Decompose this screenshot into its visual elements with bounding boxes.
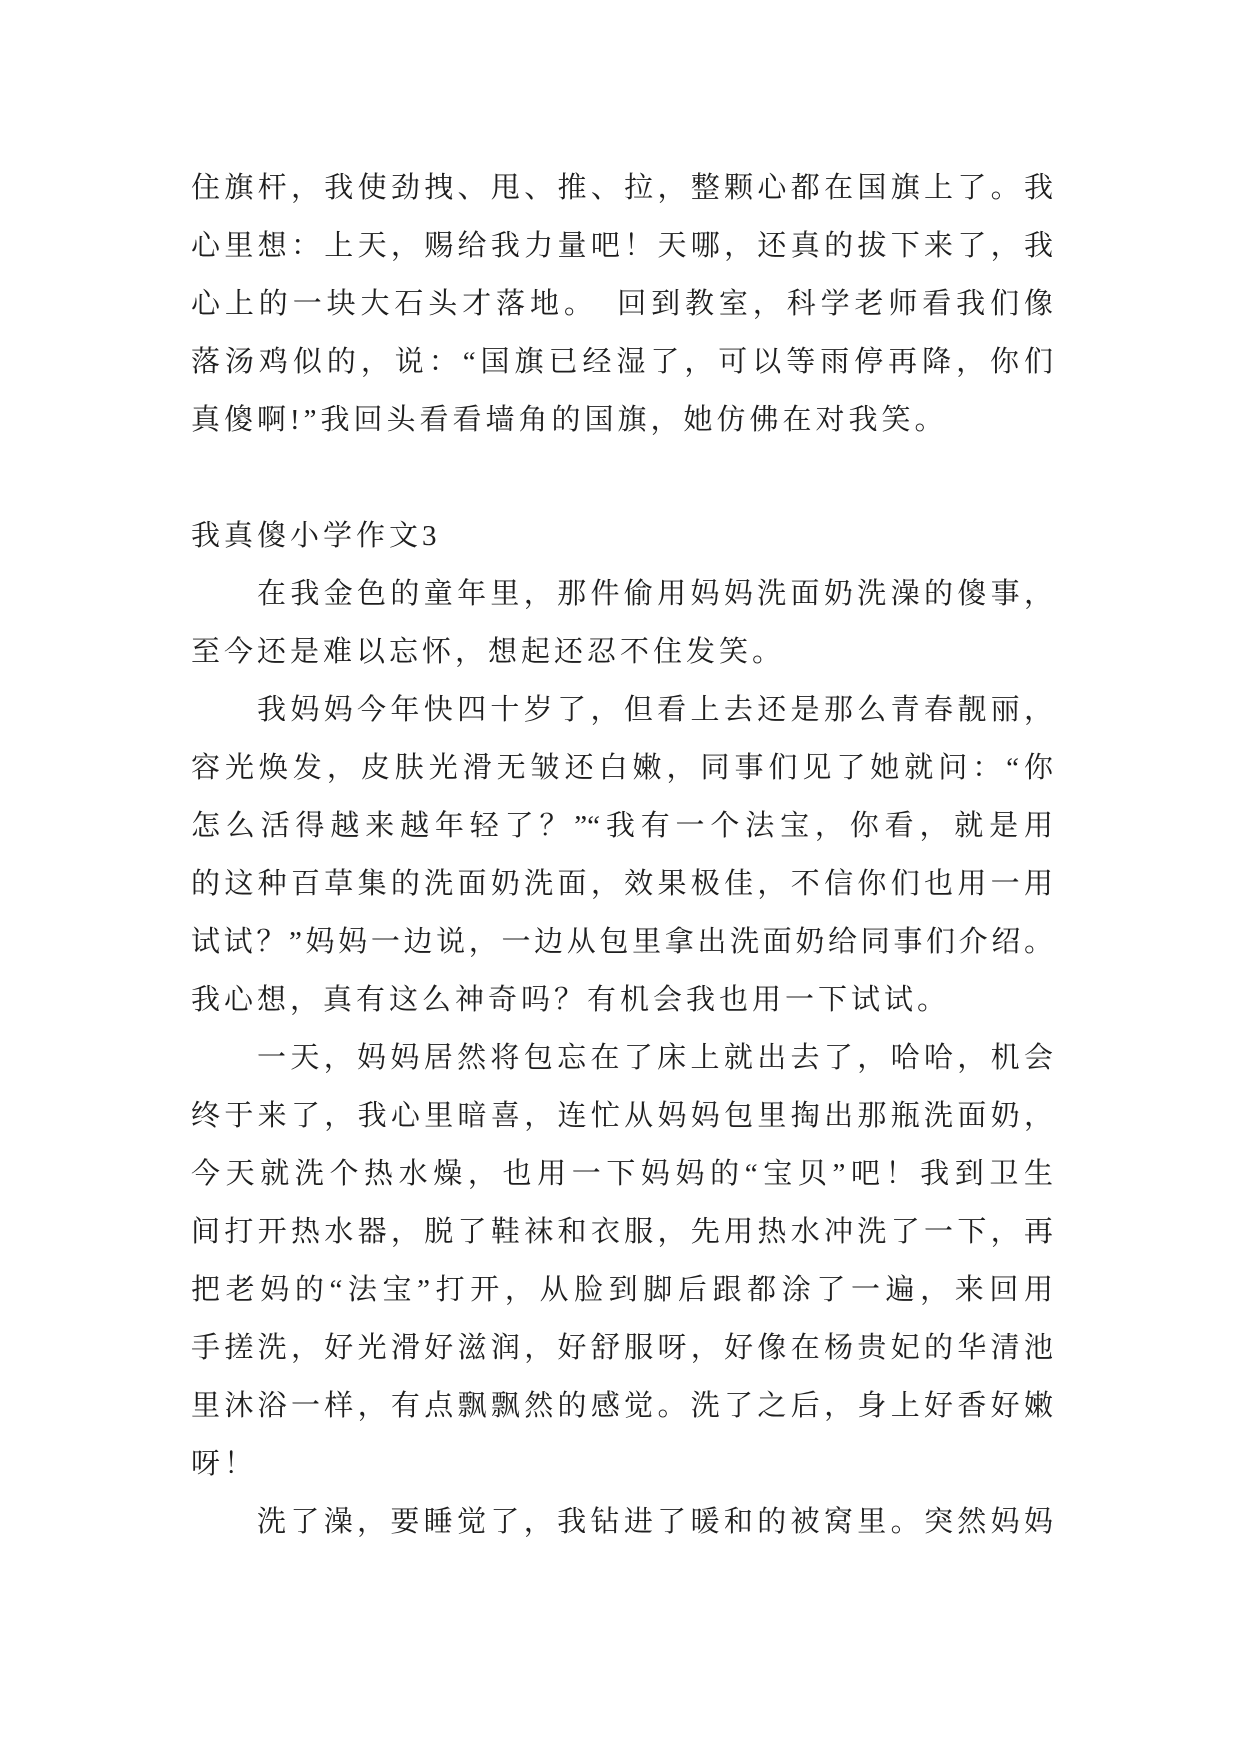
text-line: 里沐浴一样，有点飘飘然的感觉。洗了之后，身上好香好嫩 <box>191 1390 1053 1422</box>
paragraph <box>191 565 1053 681</box>
document-body <box>191 159 1053 1551</box>
text-line: 容光焕发，皮肤光滑无皱还白嫩，同事们见了她就问：“你 <box>191 752 1053 784</box>
text-line: 终于来了，我心里暗喜，连忙从妈妈包里掏出那瓶洗面奶， <box>191 1100 1053 1132</box>
text-line: 呀！ <box>191 1448 258 1480</box>
text-line: 心里想：上天，赐给我力量吧！天哪，还真的拔下来了，我 <box>191 230 1053 262</box>
text-line: 至今还是难以忘怀，想起还忍不住发笑。 <box>191 636 786 668</box>
text-line: 一天，妈妈居然将包忘在了床上就出去了，哈哈，机会 <box>257 1042 1053 1074</box>
text-line: 把老妈的“法宝”打开，从脸到脚后跟都涂了一遍，来回用 <box>191 1274 1053 1306</box>
text-line: 落汤鸡似的，说：“国旗已经湿了，可以等雨停再降，你们 <box>191 346 1053 378</box>
text-line: 我心想，真有这么神奇吗？有机会我也用一下试试。 <box>191 984 951 1016</box>
text-line: 的这种百草集的洗面奶洗面，效果极佳，不信你们也用一用 <box>191 868 1053 900</box>
text-line: 住旗杆，我使劲拽、甩、推、拉，整颗心都在国旗上了。我 <box>191 172 1053 204</box>
text-line: 我妈妈今年快四十岁了，但看上去还是那么青春靓丽， <box>257 694 1053 726</box>
section-title: 我真傻小学作文3 <box>191 520 441 552</box>
text-line: 真傻啊!”我回头看看墙角的国旗，她仿佛在对我笑。 <box>191 404 948 436</box>
paragraph <box>191 1029 1053 1493</box>
text-line: 心上的一块大石头才落地。 回到教室，科学老师看我们像 <box>191 288 1053 320</box>
paragraph-continued <box>191 159 1053 449</box>
text-line: 试试？”妈妈一边说，一边从包里拿出洗面奶给同事们介绍。 <box>191 926 1053 958</box>
text-line: 在我金色的童年里，那件偷用妈妈洗面奶洗澡的傻事， <box>257 578 1053 610</box>
text-line: 间打开热水器，脱了鞋袜和衣服，先用热水冲洗了一下，再 <box>191 1216 1053 1248</box>
blank-line <box>191 449 1053 507</box>
paragraph <box>191 681 1053 1029</box>
text-line: 洗了澡，要睡觉了，我钻进了暖和的被窝里。突然妈妈 <box>257 1506 1053 1538</box>
paragraph <box>191 1493 1053 1551</box>
text-line: 今天就洗个热水燥，也用一下妈妈的“宝贝”吧！我到卫生 <box>191 1158 1053 1190</box>
text-line: 手搓洗，好光滑好滋润，好舒服呀，好像在杨贵妃的华清池 <box>191 1332 1053 1364</box>
text-line: 怎么活得越来越年轻了？”“我有一个法宝，你看，就是用 <box>191 810 1053 842</box>
